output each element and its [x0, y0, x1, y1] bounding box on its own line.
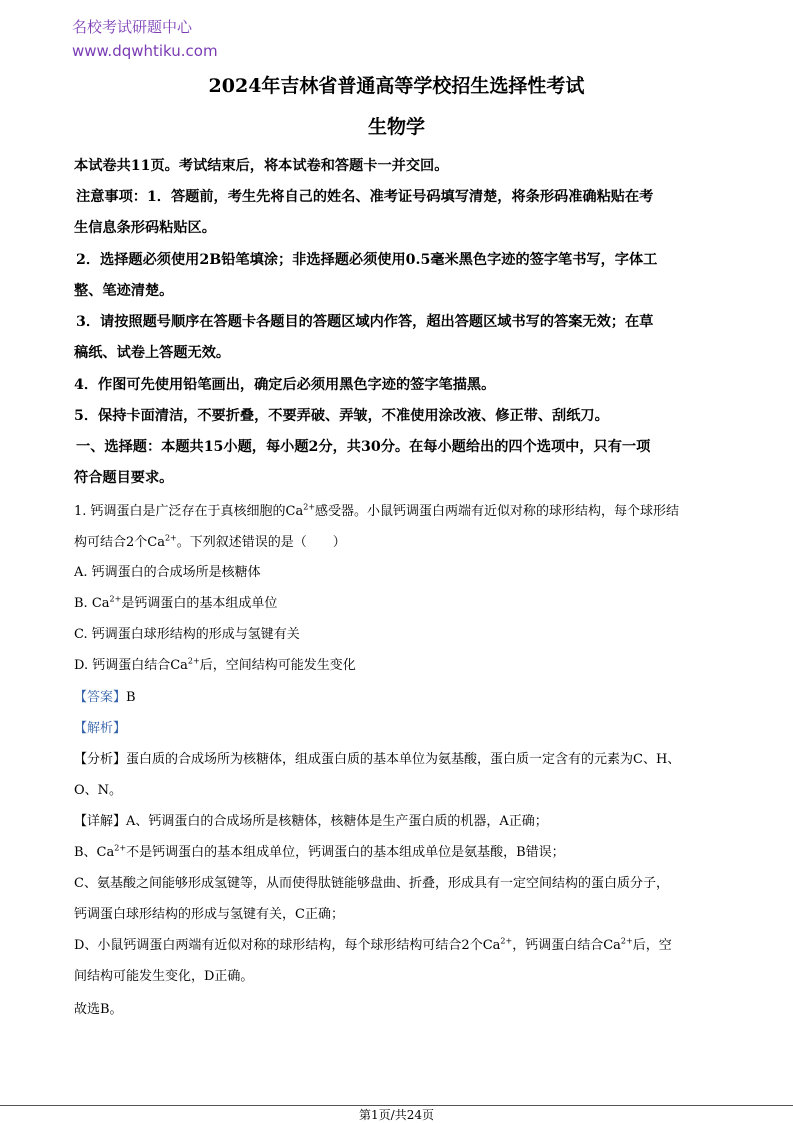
notice-item2-line2: 整、笔迹清楚。 — [74, 283, 174, 299]
fenxi-line2: O、N。 — [74, 783, 123, 798]
notice-item3-line1: 3．请按照题号顺序在答题卡各题目的答题区域内作答，超出答题区域书写的答案无效；在草 — [76, 314, 654, 330]
option-d — [74, 654, 356, 673]
answer-value: B — [126, 690, 136, 705]
superscript-charge: 2+ — [187, 656, 200, 666]
xiangjie-line-d2: 间结构可能发生变化，D正确。 — [74, 969, 254, 984]
analysis-tag: 【解析】 — [74, 721, 127, 736]
stem-text: 。下列叙述错误的是（ ） — [176, 535, 346, 550]
xiangjie-tag: 【详解】 — [74, 814, 127, 829]
xiangjie-text: A、钙调蛋白的合成场所是核糖体，核糖体是生产蛋白质的机器，A正确； — [126, 814, 548, 829]
section-heading-line1: 一、选择题：本题共15小题，每小题2分，共30分。在每小题给出的四个选项中，只有一项 — [76, 439, 651, 455]
fenxi-text: 蛋白质的合成场所为核糖体，组成蛋白质的基本单位为氨基酸，蛋白质一定含有的元素为C、H、 — [126, 752, 681, 767]
option-text: 后，空间结构可能发生变化 — [199, 658, 356, 673]
question-stem-line1 — [74, 500, 679, 519]
subject-title: 生物学 — [367, 116, 425, 138]
option-text: B. Ca — [74, 596, 110, 611]
xiangjie-line-d1 — [74, 934, 672, 953]
xiangjie-text: D、小鼠钙调蛋白两端有近似对称的球形结构，每个球形结构可结合2个Ca — [74, 938, 501, 953]
section-heading-line2: 符合题目要求。 — [74, 470, 174, 486]
watermark-url[interactable]: www.dqwhtiku.com — [72, 42, 218, 60]
option-a: A. 钙调蛋白的合成场所是核糖体 — [74, 565, 261, 580]
notice-item3-line2: 稿纸、试卷上答题无效。 — [74, 345, 231, 361]
stem-text: 感受器。小鼠钙调蛋白两端有近似对称的球形结构，每个球形结 — [315, 504, 680, 519]
superscript-charge: 2+ — [109, 594, 122, 604]
conclusion: 故选B。 — [74, 1002, 123, 1017]
superscript-charge: 2+ — [303, 502, 316, 512]
xiangjie-line-a — [74, 810, 548, 829]
answer-tag: 【答案】 — [74, 690, 127, 705]
option-c: C. 钙调蛋白球形结构的形成与氢键有关 — [74, 627, 300, 642]
exam-title: 2024年吉林省普通高等学校招生选择性考试 — [208, 75, 585, 97]
notice-item5: 5．保持卡面清洁，不要折叠，不要弄破、弄皱，不准使用涂改液、修正带、刮纸刀。 — [74, 408, 609, 424]
option-b — [74, 592, 277, 611]
superscript-charge: 2+ — [500, 936, 513, 946]
stem-text: 构可结合2个Ca — [74, 535, 165, 550]
notice-item2-line1: 2．选择题必须使用2B铅笔填涂；非选择题必须使用0.5毫米黑色字迹的签字笔书写，字体工 — [76, 252, 658, 268]
watermark-title: 名校考试研题中心 — [72, 18, 193, 36]
notice-item1-line1: 注意事项：1．答题前，考生先将自己的姓名、准考证号码填写清楚，将条形码准确粘贴在考 — [76, 189, 654, 205]
xiangjie-line-c2: 钙调蛋白球形结构的形成与氢键有关，C正确； — [74, 907, 344, 922]
superscript-charge: 2+ — [620, 936, 633, 946]
fenxi-line1 — [74, 748, 680, 767]
xiangjie-text: 后，空 — [632, 938, 672, 953]
question-stem-line2 — [74, 531, 346, 550]
xiangjie-text: ，钙调蛋白结合Ca — [512, 938, 621, 953]
option-text: 是钙调蛋白的基本组成单位 — [121, 596, 278, 611]
superscript-charge: 2+ — [164, 533, 177, 543]
answer-line — [74, 686, 136, 705]
xiangjie-line-c1: C、氨基酸之间能够形成氢键等，从而使得肽链能够盘曲、折叠，形成具有一定空间结构的蛋白质分子， — [74, 876, 669, 891]
option-text: D. 钙调蛋白结合Ca — [74, 658, 188, 673]
stem-text: 1. 钙调蛋白是广泛存在于真核细胞的Ca — [74, 504, 304, 519]
superscript-charge: 2+ — [114, 843, 127, 853]
fenxi-tag: 【分析】 — [74, 752, 127, 767]
xiangjie-line-b — [74, 841, 565, 860]
xiangjie-text: 不是钙调蛋白的基本组成单位，钙调蛋白的基本组成单位是氨基酸，B错误； — [126, 845, 565, 860]
notice-item4: 4．作图可先使用铅笔画出，确定后必须用黑色字迹的签字笔描黑。 — [74, 377, 496, 393]
intro-line: 本试卷共11页。考试结束后，将本试卷和答题卡一并交回。 — [74, 158, 449, 174]
page-number: 第1页/共24页 — [359, 1108, 434, 1122]
notice-item1-line2: 生信息条形码粘贴区。 — [74, 220, 216, 236]
xiangjie-text: B、Ca — [74, 845, 115, 860]
